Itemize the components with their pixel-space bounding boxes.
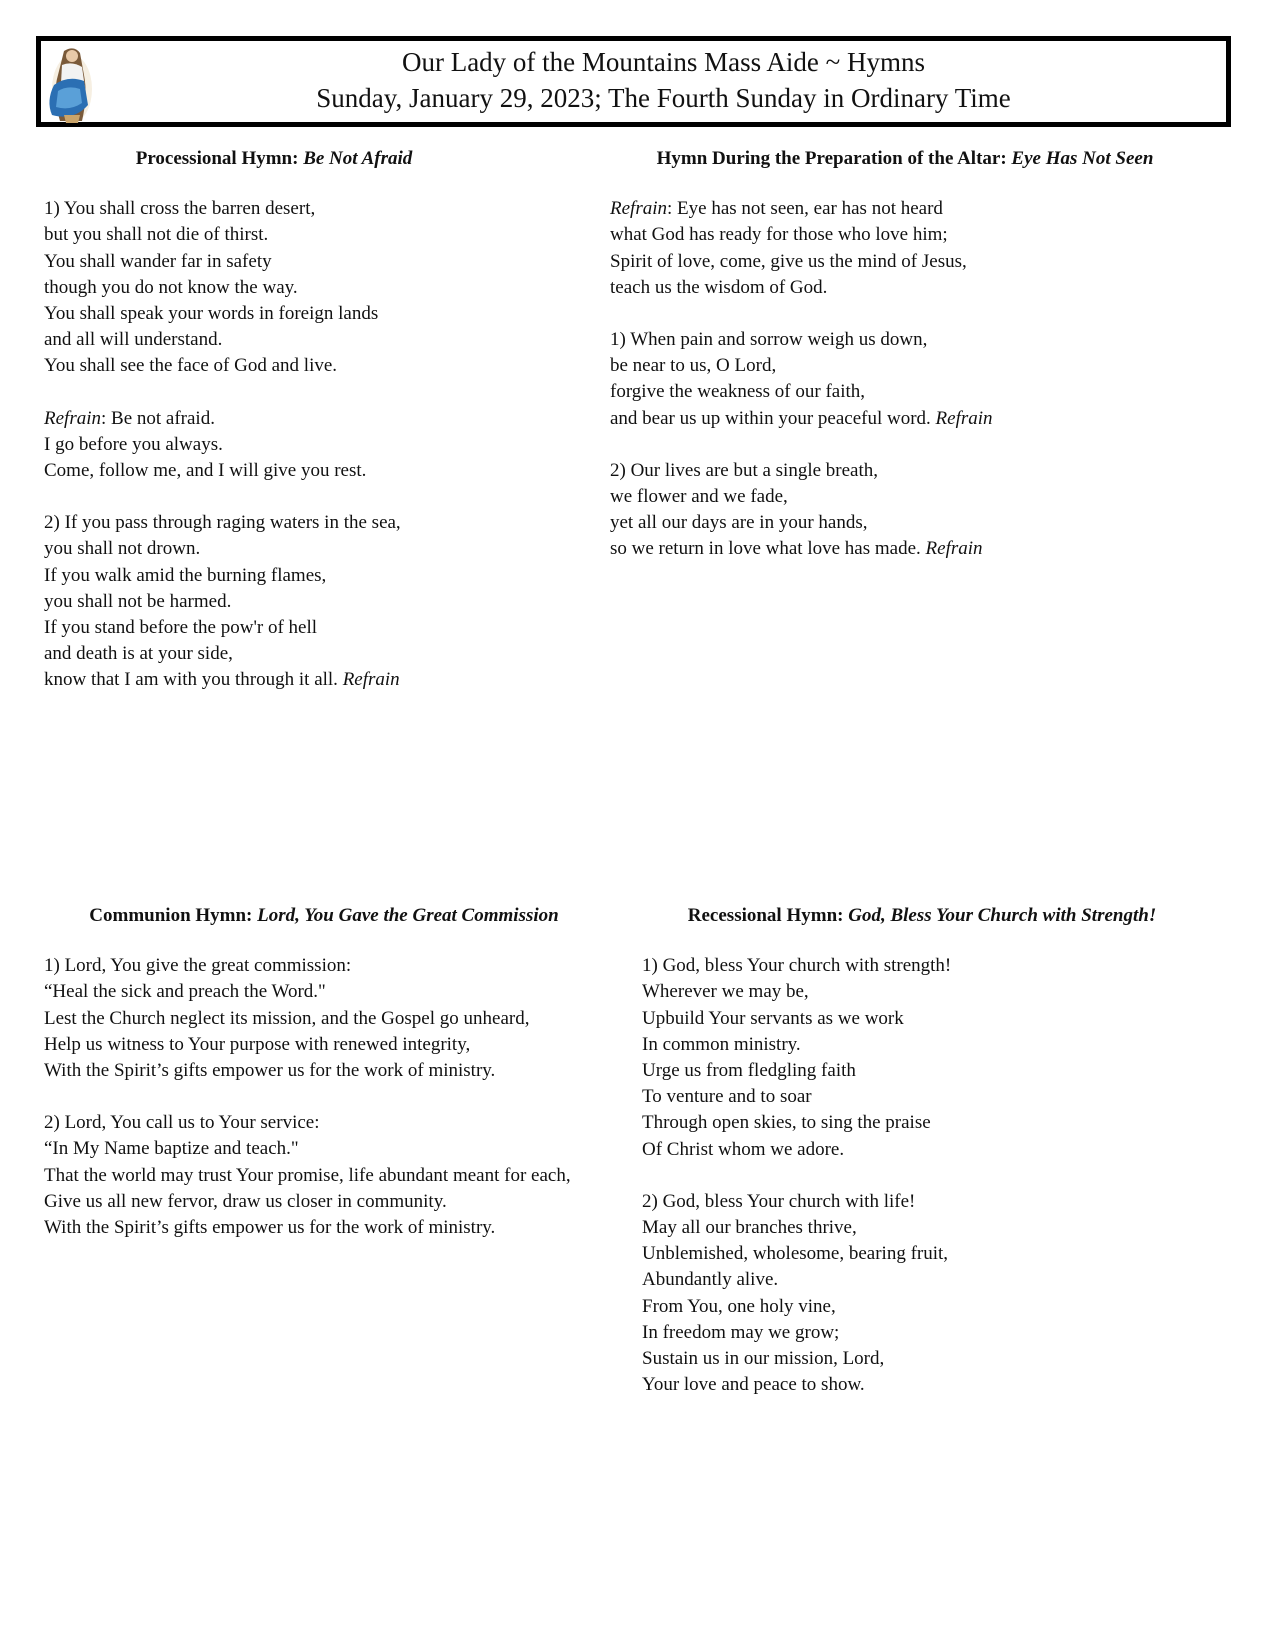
- refrain-label: Refrain: [610, 198, 667, 220]
- refrain-text: : Eye has not seen, ear has not heard: [667, 198, 943, 220]
- refrain-first-line: [610, 196, 1210, 222]
- lyric-line: “In My Name baptize and teach.": [44, 1138, 299, 1160]
- recessional-heading: [642, 903, 1202, 929]
- refrain-cue: Refrain: [935, 407, 993, 429]
- lyric-line: If you stand before the pow'r of hell: [44, 617, 318, 639]
- refrain-text: : Be not afraid.: [101, 407, 215, 429]
- lyric-line: In common ministry.: [642, 1033, 801, 1055]
- lyric-line: 1) God, bless Your church with strength!: [642, 955, 952, 977]
- lyric-line: but you shall not die of thirst.: [44, 224, 269, 246]
- lyric-line: That the world may trust Your promise, life abundant meant for each,: [44, 1164, 571, 1186]
- lyric-line: and all will understand.: [44, 329, 223, 351]
- lyric-line: you shall not be harmed.: [44, 590, 232, 612]
- refrain-label: Refrain: [44, 407, 101, 429]
- processional-label: Processional Hymn:: [135, 148, 299, 169]
- lyric-line: To venture and to soar: [642, 1086, 812, 1108]
- communion-label: Communion Hymn:: [89, 905, 253, 926]
- lyric-line: what God has ready for those who love him;: [610, 224, 948, 246]
- lyric-line: Sustain us in our mission, Lord,: [642, 1348, 885, 1370]
- lyric-line: With the Spirit’s gifts empower us for the work of ministry.: [44, 1217, 496, 1239]
- lyric-line: Help us witness to Your purpose with renewed integrity,: [44, 1033, 471, 1055]
- lyric-line: 2) Lord, You call us to Your service:: [44, 1112, 320, 1134]
- header-title-line2: Sunday, January 29, 2023; The Fourth Sunday in Ordinary Time: [316, 83, 1011, 113]
- lyric-last-line: [610, 406, 1210, 432]
- lyric-text: know that I am with you through it all.: [44, 669, 343, 691]
- recessional-stanza-2: [642, 1189, 1232, 1399]
- lyric-line: You shall speak your words in foreign lands: [44, 303, 379, 325]
- lyric-line: Unblemished, wholesome, bearing fruit,: [642, 1243, 949, 1265]
- processional-stanza-1: [44, 196, 544, 379]
- processional-refrain: [44, 406, 544, 485]
- communion-heading: [44, 903, 604, 929]
- processional-stanza-2: [44, 510, 544, 693]
- lyric-line: Upbuild Your servants as we work: [642, 1007, 904, 1029]
- recessional-label: Recessional Hymn:: [687, 905, 844, 926]
- recessional-hymn-section: [642, 903, 1232, 1424]
- lyric-text: and bear us up within your peaceful word.: [610, 407, 936, 429]
- lyric-text: so we return in love what love has made.: [610, 538, 926, 560]
- lyric-line: teach us the wisdom of God.: [610, 276, 828, 298]
- offertory-label: Hymn During the Preparation of the Altar:: [656, 148, 1012, 169]
- communion-stanza-2: [44, 1110, 644, 1241]
- communion-stanza-1: [44, 953, 644, 1084]
- lyric-line: yet all our days are in your hands,: [610, 512, 868, 534]
- lyric-line: Your love and peace to show.: [642, 1374, 865, 1396]
- refrain-first-line: [44, 406, 544, 432]
- lyric-line: we flower and we fade,: [610, 486, 788, 508]
- offertory-refrain: [610, 196, 1210, 301]
- communion-hymn-section: [44, 903, 644, 1267]
- recessional-title: God, Bless Your Church with Strength!: [848, 905, 1157, 926]
- lyric-line: You shall see the face of God and live.: [44, 355, 338, 377]
- lyric-line: In freedom may we grow;: [642, 1321, 840, 1343]
- offertory-stanza-2: [610, 458, 1210, 563]
- header-box: [36, 36, 1231, 127]
- processional-title: Be Not Afraid: [303, 148, 413, 169]
- lyric-line: 2) If you pass through raging waters in the sea,: [44, 512, 401, 534]
- communion-title: Lord, You Gave the Great Commission: [257, 905, 559, 926]
- lyric-line: Of Christ whom we adore.: [642, 1138, 845, 1160]
- recessional-stanza-1: [642, 953, 1232, 1163]
- header-title-line1: Our Lady of the Mountains Mass Aide ~ Hymns: [401, 47, 926, 77]
- processional-heading: [44, 146, 504, 172]
- lyric-line: Through open skies, to sing the praise: [642, 1112, 931, 1134]
- lyric-line: 1) You shall cross the barren desert,: [44, 198, 316, 220]
- offertory-title: Eye Has Not Seen: [1011, 148, 1154, 169]
- lyric-line: and death is at your side,: [44, 643, 233, 665]
- lyric-line: be near to us, O Lord,: [610, 355, 777, 377]
- processional-hymn-section: [44, 146, 544, 720]
- lyric-line: “Heal the sick and preach the Word.": [44, 981, 326, 1003]
- refrain-cue: Refrain: [342, 669, 400, 691]
- lyric-line: you shall not drown.: [44, 538, 201, 560]
- lyric-line: 1) When pain and sorrow weigh us down,: [610, 329, 928, 351]
- lyric-line: 1) Lord, You give the great commission:: [44, 955, 352, 977]
- lyric-line: Come, follow me, and I will give you rest.: [44, 460, 367, 482]
- offertory-heading: [610, 146, 1200, 172]
- lyric-line: If you walk amid the burning flames,: [44, 564, 327, 586]
- offertory-stanza-1: [610, 327, 1210, 432]
- lyric-last-line: [44, 667, 544, 693]
- lyric-line: With the Spirit’s gifts empower us for the work of ministry.: [44, 1060, 496, 1082]
- lyric-line: Give us all new fervor, draw us closer in community.: [44, 1190, 447, 1212]
- lyric-line: forgive the weakness of our faith,: [610, 381, 866, 403]
- lyric-line: Wherever we may be,: [642, 981, 809, 1003]
- lyric-line: 2) God, bless Your church with life!: [642, 1190, 916, 1212]
- lyric-line: From You, one holy vine,: [642, 1295, 836, 1317]
- lyric-line: Urge us from fledgling faith: [642, 1060, 856, 1082]
- lyric-line: Spirit of love, come, give us the mind of Jesus,: [610, 250, 967, 272]
- lyric-line: You shall wander far in safety: [44, 250, 272, 272]
- lyric-line: 2) Our lives are but a single breath,: [610, 459, 879, 481]
- refrain-cue: Refrain: [925, 538, 983, 560]
- offertory-hymn-section: [610, 146, 1210, 589]
- lyric-line: I go before you always.: [44, 433, 223, 455]
- madonna-figure-icon: [44, 45, 98, 125]
- lyric-line: Lest the Church neglect its mission, and the Gospel go unheard,: [44, 1007, 530, 1029]
- lyric-line: May all our branches thrive,: [642, 1217, 857, 1239]
- lyric-line: though you do not know the way.: [44, 276, 298, 298]
- lyric-last-line: [610, 536, 1210, 562]
- lyric-line: Abundantly alive.: [642, 1269, 779, 1291]
